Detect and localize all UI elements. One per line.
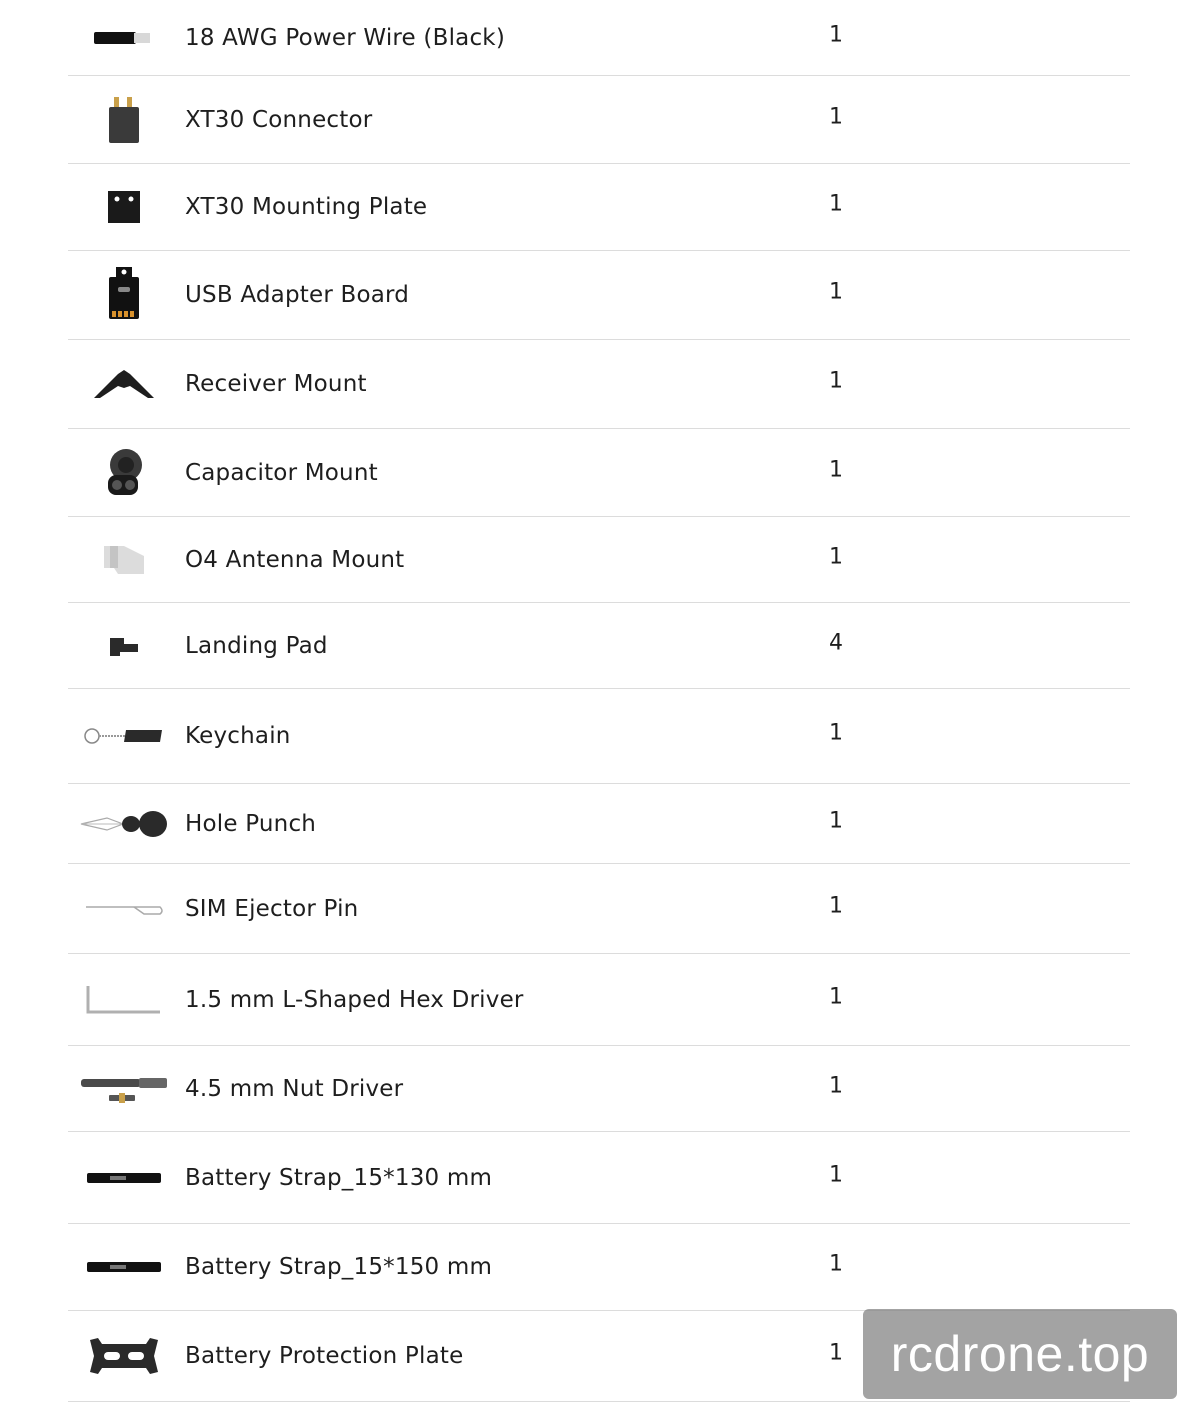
mounting-plate-icon — [78, 175, 170, 239]
item-quantity: 1 — [829, 1340, 843, 1366]
landing-pad-icon — [78, 614, 170, 678]
item-name: Landing Pad — [185, 632, 328, 659]
nut-driver-icon — [78, 1057, 170, 1121]
item-quantity: 4 — [829, 630, 843, 655]
list-item — [68, 251, 1130, 340]
watermark — [863, 1309, 1177, 1399]
accessory-list — [68, 0, 1130, 1402]
hex-driver-icon — [78, 968, 170, 1032]
list-item — [68, 340, 1130, 429]
item-name: XT30 Connector — [185, 106, 373, 133]
list-item — [68, 1046, 1130, 1132]
list-item — [68, 603, 1130, 689]
keychain-icon — [78, 704, 170, 768]
list-item — [68, 1224, 1130, 1311]
list-item — [68, 0, 1130, 76]
item-quantity: 1 — [829, 104, 843, 129]
item-name: Hole Punch — [185, 810, 317, 837]
item-name: Capacitor Mount — [185, 459, 378, 486]
item-name: 1.5 mm L-Shaped Hex Driver — [185, 986, 524, 1013]
item-quantity: 1 — [829, 22, 843, 47]
list-item — [68, 1132, 1130, 1224]
item-quantity: 1 — [829, 457, 843, 482]
item-name: O4 Antenna Mount — [185, 546, 405, 573]
item-quantity: 1 — [829, 984, 843, 1009]
item-quantity: 1 — [829, 191, 843, 217]
item-name: USB Adapter Board — [185, 282, 410, 308]
item-name: SIM Ejector Pin — [185, 895, 359, 922]
item-quantity: 1 — [829, 720, 843, 746]
item-quantity: 1 — [829, 279, 843, 305]
list-item — [68, 517, 1130, 603]
item-name: Battery Strap_15*150 mm — [185, 1254, 493, 1280]
list-item — [68, 76, 1130, 164]
battery-strap-icon — [78, 1146, 170, 1210]
antenna-mount-icon — [78, 528, 170, 592]
capacitor-mount-icon — [78, 441, 170, 505]
list-item — [68, 784, 1130, 864]
item-quantity: 1 — [829, 1251, 843, 1277]
list-item — [68, 689, 1130, 784]
list-item — [68, 954, 1130, 1046]
battery-strap-icon — [78, 1235, 170, 1299]
item-name: Battery Strap_15*130 mm — [185, 1164, 493, 1191]
receiver-mount-icon — [78, 352, 170, 416]
item-name: Receiver Mount — [185, 371, 367, 397]
watermark-text: rcdrone.top — [890, 1326, 1150, 1382]
item-name: Battery Protection Plate — [185, 1343, 464, 1369]
list-item — [68, 864, 1130, 954]
list-item — [68, 164, 1130, 251]
item-name: Keychain — [185, 723, 291, 749]
usb-board-icon — [78, 263, 170, 327]
item-quantity: 1 — [829, 368, 843, 394]
item-name: XT30 Mounting Plate — [185, 194, 428, 220]
item-quantity: 1 — [829, 808, 843, 833]
xt30-connector-icon — [78, 88, 170, 152]
item-name: 18 AWG Power Wire (Black) — [185, 24, 505, 51]
sim-pin-icon — [78, 877, 170, 941]
battery-plate-icon — [78, 1324, 170, 1388]
item-quantity: 1 — [829, 544, 843, 569]
power-wire-icon — [78, 6, 170, 70]
hole-punch-icon — [78, 792, 170, 856]
item-name: 4.5 mm Nut Driver — [185, 1075, 404, 1102]
list-item — [68, 429, 1130, 517]
item-quantity: 1 — [829, 1162, 843, 1187]
item-quantity: 1 — [829, 1073, 843, 1098]
item-quantity: 1 — [829, 893, 843, 918]
